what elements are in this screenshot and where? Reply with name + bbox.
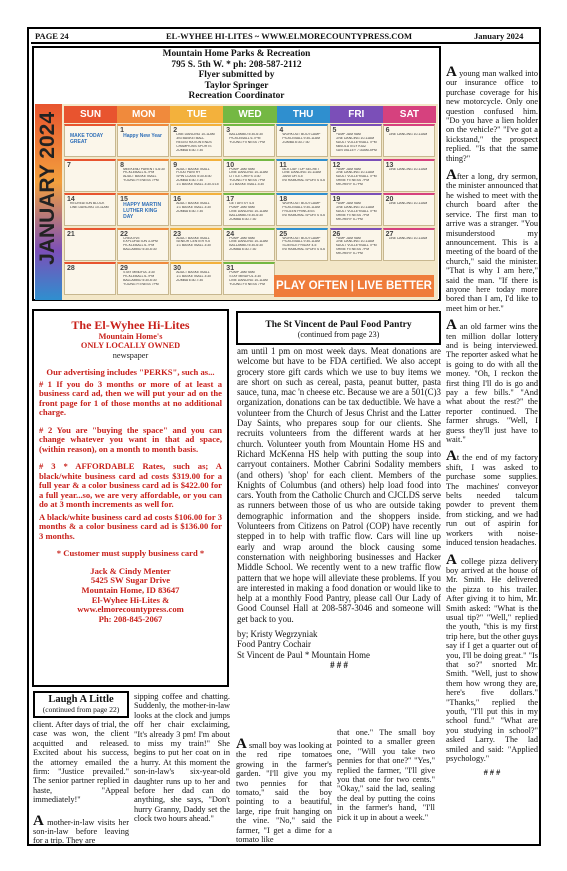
calendar-events bbox=[336, 237, 379, 257]
ad-title: The El-Wyhee Hi-Lites bbox=[71, 318, 190, 332]
calendar-event: LINE DANCING 10-11AM bbox=[388, 167, 428, 171]
laugh-text-4: that one." The small boy pointed to a smaller green one, "Will you take two pennies for that one?" "Yes," replied the farmer, "I'll give you that one for two cents." "Okay," said the lad, sealing the deal by putting the coins in the farmer's hand, "I'll pick it up in about a week." bbox=[337, 728, 435, 822]
calendar-event: ADULT BASKETBALL bbox=[176, 202, 210, 205]
calendar-event: LINE DANCING 10-11AM bbox=[229, 209, 268, 213]
calendar-event: PICKLEBALL 9:30-11AM bbox=[282, 136, 320, 140]
ad-contact-name: Jack & Cindy Menter bbox=[90, 565, 171, 576]
issue-date: January 2024 bbox=[474, 31, 524, 41]
calendar-day-cell bbox=[330, 159, 382, 192]
calendar-day-cell bbox=[223, 262, 275, 295]
calendar-events bbox=[336, 168, 379, 188]
calendar-day-number: 17 bbox=[226, 196, 235, 203]
calendar-day-cell bbox=[64, 262, 116, 295]
calendar-event: WORKOUT BOOTCAMP bbox=[282, 236, 321, 240]
calendar-event: REGISTRATION ENDS bbox=[176, 140, 212, 144]
calendar-event: PICKLEBALL 6-7PM bbox=[123, 171, 155, 175]
calendar-day-cell bbox=[117, 193, 169, 226]
ad-contact-phone: Ph: 208-845-2067 bbox=[98, 613, 163, 624]
pantry-end: # # # bbox=[330, 659, 348, 670]
calendar-event: ZUMBA 6:30-7:30 bbox=[229, 248, 257, 252]
calendar-events bbox=[229, 237, 272, 253]
calendar-event: BALLAMBO 5:30-6:30 bbox=[123, 278, 157, 282]
calendar-day-number: 10 bbox=[226, 161, 235, 169]
calendar-event: ADULT BASKETBALL bbox=[176, 271, 210, 274]
calendar-day-cell bbox=[223, 228, 275, 261]
calendar-event: ABSOLUTELY KIDZ bbox=[335, 144, 367, 148]
calendar-event: LINE DANCING 10-11AM bbox=[176, 133, 215, 136]
calendar-event: ADULT VOLLEYBALL 7PM bbox=[335, 175, 377, 179]
calendar-grid bbox=[64, 124, 436, 298]
calendar-event: ADULT BASKETBALL bbox=[123, 175, 157, 179]
calendar-event: LITTLE CHEFS 3:30 bbox=[229, 175, 261, 179]
calendar-day-number: 2 bbox=[173, 127, 178, 134]
laugh-text-1: client. After days of trial, the case was won, the client acquitted and released. Excited about his success, the attorney emailed the firm: "Justice prevailed." The senior partner replied in haste, "Appeal immediately!" bbox=[33, 720, 129, 805]
calendar-events bbox=[282, 133, 325, 145]
calendar-events bbox=[123, 271, 166, 287]
calendar-events bbox=[123, 168, 166, 184]
calendar-event: SUN VALLEY 7:30AM-5PM bbox=[335, 148, 377, 152]
calendar-day-number: 18 bbox=[279, 196, 288, 203]
dropcap-a: A bbox=[446, 317, 457, 334]
calendar-day-number: 13 bbox=[385, 161, 394, 169]
calendar-event: LINE DANCING 10-11AM bbox=[335, 171, 375, 175]
ad-sub2: ONLY LOCALLY OWNED bbox=[80, 341, 181, 351]
ad-note: * Customer must supply business card * bbox=[56, 548, 205, 559]
calendar-day-number: 3 bbox=[226, 127, 231, 134]
laugh-col-3 bbox=[236, 736, 332, 849]
calendar-event: ZUMBA 6:30-7:30 bbox=[229, 217, 257, 221]
right-column bbox=[446, 64, 538, 778]
calendar-day-cell bbox=[383, 159, 435, 192]
calendar-event: BALLAMBO 5:30-6:30 bbox=[123, 248, 157, 252]
calendar-events bbox=[123, 237, 166, 253]
calendar-event: EXPLORATION 3-4PM bbox=[123, 240, 158, 244]
calendar-event: PICKLEBALL 6-7PM bbox=[229, 136, 261, 140]
calendar-events bbox=[229, 202, 272, 222]
calendar-event: PUMP JAM 9AM bbox=[229, 167, 255, 171]
calendar-month-title: JANUARY 2024 bbox=[36, 112, 59, 265]
calendar-day-cell bbox=[64, 124, 116, 157]
calendar-event: LINE DANCING 10-11AM bbox=[388, 133, 428, 136]
calendar-day-number: 20 bbox=[385, 196, 394, 203]
calendar-event: 1:1 BASKETBALL 3:30 bbox=[229, 183, 265, 187]
calendar-event: MAKE TODAY GREAT bbox=[70, 133, 103, 145]
calendar-event: SHINE FITNESS 7PM bbox=[335, 248, 370, 252]
calendar-event: MEEKEND PARENT 4-6:30 bbox=[123, 167, 165, 171]
calendar-day-number: 27 bbox=[385, 230, 394, 238]
calendar-event: LINE DANCING 10-11AM bbox=[229, 278, 268, 282]
laugh-col-2 bbox=[134, 692, 230, 829]
calendar-events bbox=[282, 202, 325, 218]
calendar-day-number: 25 bbox=[279, 230, 288, 238]
calendar-event: LINE DANCING 10-11AM bbox=[335, 136, 375, 140]
ad-contact-street: 5425 SW Sugar Drive bbox=[90, 575, 171, 586]
calendar-day-cell bbox=[170, 159, 222, 192]
calendar-event: PICKLEBALL 6-7PM bbox=[123, 244, 155, 248]
calendar-event: ARCHERY 5-7PM bbox=[335, 183, 363, 187]
calendar-event: ARCHERY 5-7PM bbox=[335, 217, 363, 221]
calendar-day-number: 5 bbox=[332, 127, 337, 134]
calendar-event: 1:1 BASKETBALL 3:30 bbox=[176, 244, 211, 248]
right-end: # # # bbox=[483, 768, 501, 778]
calendar-day-cell bbox=[64, 159, 116, 192]
calendar-event: CHAMPIONS SPORTS bbox=[176, 144, 212, 148]
joke-pizza: college pizza delivery boy arrived at the house of Mr. Smith. He delivered the pizza to his trailer. After giving it to him, Mr. Smith asked: "What is the usual tip?" "Well," replied the youth, "this is my first trip here, but the other guys say if I get a quarter out of you, I'll be doing great." "Is that so?" snorted Mr. Smith. "Well, just to show them how wrong they are, here's five dollars." "Thanks," replied the youth, "I'll put this in my school fund." "What are you studying in school?" asked Larry. The lad smiled and said: "Applied psychology." bbox=[446, 556, 538, 764]
calendar-day-cell bbox=[276, 159, 328, 192]
play-often-banner: PLAY OFTEN | LIVE BETTER bbox=[274, 275, 434, 297]
advertising-box bbox=[32, 309, 229, 687]
laugh-title: Laugh A Little bbox=[48, 694, 114, 705]
page-header bbox=[31, 28, 539, 44]
laugh-col-4 bbox=[337, 728, 435, 827]
calendar-event: ADULT BASKETBALL bbox=[176, 236, 210, 240]
calendar-day-number: 23 bbox=[173, 230, 181, 238]
calendar-event: BALLAMBO 5:30-6:30 bbox=[229, 213, 263, 217]
pantry-body: am until 1 pm on most week days. Meat donations are welcome but have to be FDA certified. We also accept grocery store gift cards which we use to buy items we are short on such as cereal, pasta, peanut butter, pasta sauce, tuna, mac 'n cheese etc. Because we are a 501(C)3 organization, donations can be tax deductible. We have a volunteer from the Church of Jesus Christ and the Latter Day Saints, who prepares soup for our clients. She recruits volunteers from the different wards at her church. Volunteer youth from Mountain Home HS and Richard McKenna HS help with putting the soup into carryout containers. Mother Cabrini Sodality members (and others) 'shop' for each client. Members of the Knights of Columbus (and others) help load food into cars. Youth from the Catholic Church and CJCLDS serve as runners between those of us who are outside taking demographic information and the shoppers inside. Volunteers from Citizens on Patrol (COP) have recently stepped in to help with traffic flow. Cars will line up early and wrap around the block causing some consternation with neighboring businesses and Hacker Middle School. We recently went to a new traffic flow pattern that we hope will alleviate these problems. If you are interested in making a food donation or would like to help at a monthly Food Pantry, please call Our Lady of Good Counsel Hall at 208-587-3046 and someone will get back to you. bbox=[237, 346, 441, 624]
calendar-event: BALLAMBO 5:30-6:30 bbox=[229, 244, 263, 248]
calendar-events bbox=[282, 168, 325, 184]
calendar-event: LINE DANCING 10-11AM bbox=[388, 202, 428, 205]
calendar-day-cell bbox=[170, 262, 222, 295]
calendar-day-cell bbox=[383, 193, 435, 226]
weekday-mon: MON bbox=[117, 106, 170, 123]
ad-perk-1: # 1 If you do 3 months or more of at least a business card ad, then we will put your ad on the front page for 1 of those months at no additional charge. bbox=[39, 378, 222, 418]
calendar-day-number: 22 bbox=[120, 230, 128, 238]
calendar-event: ADULT VOLLEYBALL 7PM bbox=[335, 244, 377, 248]
calendar-day-cell bbox=[276, 124, 328, 157]
ad-sub3: newspaper bbox=[112, 350, 149, 360]
weekday-thu: THU bbox=[277, 106, 330, 123]
calendar-event: INTRAMURAL SPORTS 5-6 bbox=[282, 248, 325, 252]
weekday-wed: WED bbox=[223, 106, 276, 123]
calendar-day-number: 14 bbox=[67, 196, 75, 203]
weekday-sat: SAT bbox=[383, 106, 436, 123]
calendar-event: ADULT BASKETBALL bbox=[176, 167, 210, 171]
calendar-event: FOOD PANTRY bbox=[176, 171, 201, 175]
calendar-event: JANITOR 4-5 bbox=[282, 175, 303, 179]
calendar-event: RECREATION BLOCK bbox=[70, 202, 105, 205]
calendar-event: YOUNG FITNESS 7PM bbox=[229, 179, 265, 183]
calendar-day-cell bbox=[117, 228, 169, 261]
calendar-events bbox=[229, 168, 272, 188]
calendar-day-cell bbox=[117, 262, 169, 295]
calendar-day-number: 9 bbox=[173, 161, 178, 169]
calendar-event: CREATIVE bbox=[123, 236, 140, 240]
dropcap-a: A bbox=[33, 812, 44, 829]
calendar-events bbox=[282, 237, 325, 253]
calendar-event: ARCHERY 5-7PM bbox=[335, 252, 363, 256]
dropcap-a: A bbox=[446, 167, 457, 184]
pantry-role: Food Pantry Cochair bbox=[237, 639, 311, 650]
calendar-day-cell bbox=[170, 124, 222, 157]
page-number: PAGE 24 bbox=[35, 31, 69, 41]
calendar-events bbox=[389, 202, 432, 206]
flyer-org: Mountain Home Parks & Recreation bbox=[162, 49, 311, 59]
calendar-event: ZUMBA 6:30-7:30 bbox=[282, 140, 310, 144]
calendar-event: ZUMBA 6:30-7:30 bbox=[176, 179, 204, 183]
calendar-event: 1:1 BASKETBALL 3:30 bbox=[176, 205, 211, 209]
pantry-headline-box bbox=[236, 311, 441, 345]
calendar-day-number: 1 bbox=[120, 127, 124, 134]
calendar-events bbox=[176, 202, 219, 214]
ad-contact-website[interactable]: www.elmorecountypress.com bbox=[77, 604, 184, 615]
paper-title: EL-WYHEE HI-LITES ~ WWW.ELMORECOUNTYPRESS.COM bbox=[166, 31, 413, 41]
calendar-event: YOUNG FITNESS 7PM bbox=[123, 282, 159, 286]
calendar-events bbox=[389, 168, 432, 172]
calendar-events bbox=[70, 133, 113, 145]
calendar-day-cell bbox=[383, 124, 435, 157]
dropcap-a: A bbox=[446, 64, 457, 80]
calendar-event: INTRAMURAL SPORTS 5-6 bbox=[282, 179, 325, 183]
calendar-event: LINE DANCING 10-11AM bbox=[335, 205, 375, 209]
calendar-day-number: 21 bbox=[67, 230, 75, 238]
calendar-events bbox=[229, 133, 272, 145]
calendar-event: LINE DANCING 10-11AM bbox=[229, 240, 268, 244]
calendar-events bbox=[336, 133, 379, 153]
calendar-events bbox=[176, 133, 219, 153]
calendar-day-number: 15 bbox=[120, 196, 128, 203]
calendar-day-number: 30 bbox=[173, 265, 181, 272]
calendar-event: WORKOUT BOOTCAMP bbox=[282, 202, 321, 205]
laugh-headline-box bbox=[33, 691, 129, 718]
calendar-event: YOUNG FITNESS 7PM bbox=[123, 179, 159, 183]
calendar-events bbox=[176, 168, 219, 188]
calendar-events bbox=[336, 202, 379, 222]
calendar-day-number: 12 bbox=[332, 161, 341, 169]
calendar-event: SHINE FITNESS 7PM bbox=[335, 213, 370, 217]
calendar-day-cell bbox=[276, 193, 328, 226]
calendar-event: SCIENCE FRIDAY 4-5 bbox=[282, 244, 317, 248]
calendar-day-cell bbox=[170, 228, 222, 261]
joke-lottery: an old farmer wins the ten million dollar lottery and is being interviewed. The reporter asked what he is going to do with all the money. "Oh, I reckon the first thing I'll do is go and pay a few bills." "And what about the rest?" the reporter continued. The farmer shrugs. "Well, I guess they'll just have to wait." bbox=[446, 322, 538, 445]
calendar-day-cell bbox=[117, 159, 169, 192]
calendar-day-number: 31 bbox=[226, 265, 235, 272]
pantry-byline: by; Kristy Wegrzyniak bbox=[237, 629, 318, 640]
calendar-event: MLK DAY TOP SECRET bbox=[282, 167, 320, 171]
january-calendar bbox=[35, 104, 438, 300]
calendar-event: WORKOUT BOOTCAMP bbox=[282, 133, 321, 136]
pantry-continued: (continued from page 23) bbox=[297, 330, 380, 339]
calendar-day-cell bbox=[330, 193, 382, 226]
laugh-text-1b: mother-in-law visits her son-in-law before leaving for a trip. They are bbox=[33, 817, 129, 846]
calendar-event: SENIOR CENTER 9-5 bbox=[176, 240, 210, 244]
dropcap-a: A bbox=[236, 736, 247, 752]
calendar-events bbox=[176, 237, 219, 249]
calendar-event: ZUMBA 6:30-7:30 bbox=[176, 148, 204, 152]
calendar-event: PUMP JAM 9AM bbox=[229, 205, 255, 209]
calendar-day-cell bbox=[223, 124, 275, 157]
calendar-weekday-bar bbox=[64, 106, 436, 123]
pantry-org: St Vincent de Paul * Mountain Home bbox=[237, 649, 370, 660]
calendar-event: HAPPY MARTIN LUTHER KING DAY bbox=[123, 202, 162, 220]
calendar-event: ZUMBA 6:30-7:30 bbox=[176, 209, 204, 213]
calendar-event: PUMP JAM 9AM bbox=[335, 236, 361, 240]
calendar-event: PICKLEBALL 9:30-11AM bbox=[282, 205, 320, 209]
calendar-day-cell bbox=[383, 228, 435, 261]
calendar-day-cell bbox=[330, 228, 382, 261]
calendar-event: STAY MINDFUL 3:30 bbox=[229, 274, 262, 278]
calendar-day-number: 29 bbox=[120, 265, 128, 272]
laugh-text-2: sipping coffee and chatting. Suddenly, the mother-in-law looks at the clock and jumps off her chair exclaiming, "It's already 3 pm! I'm about to miss my train!" She begins to put her coat on in a hurry. At this moment the son-in-law's six-year-old daughter runs up to her and before her dad can do anything, she says, "Don't hurry Granny, Daddy set the clock two hours ahead." bbox=[134, 692, 230, 824]
calendar-event: LINE DANCING 10-11AM bbox=[282, 171, 321, 175]
calendar-day-number: 6 bbox=[385, 127, 390, 134]
calendar-day-number: 11 bbox=[279, 161, 287, 169]
ad-contact-city: Mountain Home, ID 83647 bbox=[81, 584, 180, 595]
calendar-event: PUMP JAM 9AM bbox=[229, 271, 255, 274]
calendar-day-number: 4 bbox=[279, 127, 284, 134]
calendar-event: LINE DANCING 10-11AM bbox=[388, 236, 428, 240]
calendar-day-number: 16 bbox=[173, 196, 181, 203]
calendar-day-cell bbox=[330, 124, 382, 157]
calendar-event: Happy New Year bbox=[123, 133, 162, 139]
flyer-name: Taylor Springer bbox=[204, 80, 269, 91]
calendar-events bbox=[70, 202, 113, 210]
calendar-day-number: 19 bbox=[332, 196, 341, 203]
calendar-day-number: 28 bbox=[67, 265, 75, 272]
calendar-side-banner bbox=[35, 104, 62, 300]
calendar-event: BALLAMBO 5:30-6:30 bbox=[229, 133, 263, 136]
calendar-event: PICKLEBALL 9:30-11AM bbox=[282, 240, 320, 244]
calendar-event: SPIN CLASS 5:30-6:30 bbox=[176, 175, 212, 179]
calendar-event: YOUNG FITNESS 7PM bbox=[229, 282, 265, 286]
laugh-text-3: small boy was looking at the red ripe tomatoes growing in the farmer's garden. "I'll give you my two pennies for that tomato," said the boy pointing to a beautiful, large, ripe fruit hanging on the vine. "No," said the farmer, "I get a dime for a tomato like bbox=[236, 741, 332, 845]
pantry-title: The St Vincent de Paul Food Pantry bbox=[265, 320, 412, 330]
laugh-col-1 bbox=[33, 720, 129, 851]
ad-sub1: Mountain Home's bbox=[98, 332, 163, 341]
calendar-event: 1:1 BASKETBALL 3:30 bbox=[176, 274, 211, 278]
calendar-day-cell bbox=[170, 193, 222, 226]
calendar-day-cell bbox=[64, 193, 116, 226]
calendar-day-number: 8 bbox=[120, 161, 124, 169]
calendar-event: LINE DANCING 10-11AM bbox=[335, 240, 375, 244]
calendar-day-number: 24 bbox=[226, 230, 235, 238]
calendar-events bbox=[123, 133, 166, 139]
calendar-event: GET ARTSY 4-5 bbox=[229, 202, 254, 205]
calendar-day-number: 7 bbox=[67, 161, 71, 169]
ad-perks: Our advertising includes "PERKS", such as... bbox=[46, 367, 215, 378]
flyer-submitted: Flyer submitted by bbox=[198, 70, 275, 80]
calendar-day-cell bbox=[117, 124, 169, 157]
calendar-event: ZUMBA 6:30-7:30 bbox=[176, 278, 204, 282]
calendar-event: 3v3 BASKETBALL bbox=[176, 136, 205, 140]
weekday-tue: TUE bbox=[170, 106, 223, 123]
calendar-event: PUMP JAM 9AM bbox=[335, 133, 361, 136]
calendar-day-number: 26 bbox=[332, 230, 341, 238]
calendar-event: PICKLEBALL 6-7PM bbox=[123, 274, 155, 278]
calendar-event: 1:1 BASKETBALL 3:30-4:15 bbox=[176, 183, 219, 187]
calendar-event: ADULT VOLLEYBALL 7PM bbox=[335, 209, 377, 213]
calendar-event: PUMP JAM 9AM bbox=[335, 167, 361, 171]
calendar-day-cell bbox=[223, 193, 275, 226]
weekday-fri: FRI bbox=[330, 106, 383, 123]
laugh-continued: (continued from page 22) bbox=[42, 705, 120, 714]
calendar-events bbox=[123, 202, 166, 220]
joke-factory: t the end of my factory shift, I was asked to purchase some supplies. The machines' conveyor belts needed talcum powder to prevent them from sticking, and we had run out of aspirin for workers with noise-induced tension headaches. bbox=[446, 453, 538, 548]
joke-sermon: fter a long, dry sermon, the minister announced that he wished to meet with the church board after the service. The first man to arrive was a stranger. "You misunderstood my announcement. This is a meeting of the board of the church," said the minister. "That is why I am here," said the man. "If there is anyone here today more bored than I am, I'd like to meet him or her." bbox=[446, 172, 538, 313]
ad-perk-3: # 3 * AFFORDABLE Rates, such as; A black/white business card ad costs $319.00 for a full year & a color business card ad is $422.00 for a full year...so, we are very affordable, or you can do at 3 month increments as well for. bbox=[39, 461, 222, 510]
calendar-day-cell bbox=[276, 228, 328, 261]
calendar-event: SHINE FITNESS 7PM bbox=[335, 179, 370, 183]
calendar-event: STAY MINDFUL 3:30 bbox=[123, 271, 155, 274]
calendar-event: FROZEN PRINCESS bbox=[282, 209, 315, 213]
calendar-event: PUMP JAM 9AM bbox=[229, 236, 255, 240]
calendar-event: ADULT VOLLEYBALL 7PM bbox=[335, 140, 377, 144]
flyer-address: 795 S. 5th W. * ph: 208-587-2112 bbox=[171, 59, 302, 70]
ad-contact-paper: El-Wyhee Hi-Lites & bbox=[91, 594, 170, 605]
calendar-events bbox=[229, 271, 272, 287]
calendar-day-cell bbox=[64, 228, 116, 261]
flyer-role: Recreation Coordinator bbox=[188, 91, 285, 101]
ad-perk-2: # 2 You are "buying the space" and you can change whatever you want in that ad space, (within reason), on a month to month basis. bbox=[39, 424, 222, 454]
weekday-sun: SUN bbox=[64, 106, 117, 123]
calendar-event: LINE DANCING 10-11AM bbox=[70, 205, 109, 209]
calendar-event: LINE DANCING 10-11AM bbox=[229, 171, 268, 175]
dropcap-a: A bbox=[446, 551, 457, 568]
calendar-events bbox=[389, 237, 432, 241]
calendar-events bbox=[176, 271, 219, 283]
joke-insurance: young man walked into our insurance office to purchase coverage for his new motorcycle. Only one question confused him. "Do you have a lien holder on the vehicle?" "I've got a kickstand," the prospect replied. "Is that the same thing?" bbox=[446, 69, 538, 163]
ad-perk-4: A black/white business card ad costs $106.00 for 3 months & a color business card ad is $136.00 for 3 months. bbox=[39, 511, 222, 541]
calendar-event: PUMP JAM 9AM bbox=[335, 202, 361, 205]
calendar-event: INTRAMURAL SPORTS 5-6 bbox=[282, 213, 325, 217]
pantry-article bbox=[237, 346, 441, 670]
dropcap-a: A bbox=[446, 448, 457, 465]
calendar-day-cell bbox=[223, 159, 275, 192]
calendar-events bbox=[389, 133, 432, 137]
calendar-event: YOUNG FITNESS 7PM bbox=[229, 140, 265, 144]
